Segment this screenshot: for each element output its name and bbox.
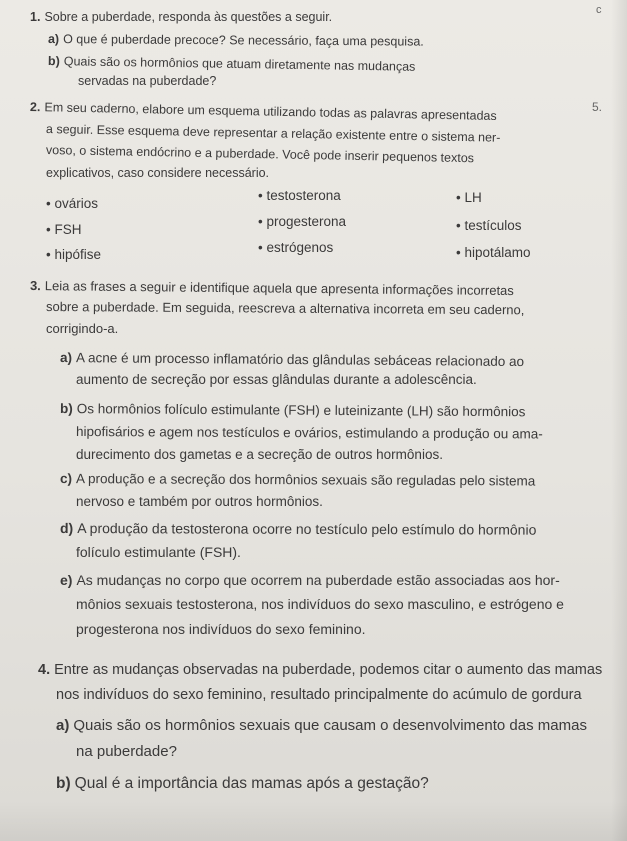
q3-e-text-l3: progesterona nos indivíduos do sexo feminino. [76,621,366,637]
q3-b-line2 [76,424,543,441]
q1-a-label: a) [47,32,60,47]
q4-text-l1: Entre as mudanças observadas na puberdade, podemos citar o aumento das mamas [54,662,603,678]
q2-number: 2. [29,100,41,115]
q3-d-text-l1: A produção da testosterona ocorre no testículo pelo estímulo do hormônio [77,520,537,538]
q4-a-text-l1: Quais são os hormônios sexuais que causam o desenvolvimento das mamas [73,717,587,734]
q3-e-text-l2: mônios sexuais testosterona, nos indivíduos do sexo masculino, e estrógeno e [76,596,564,612]
q3-c-label: c) [59,471,73,487]
q2-line4 [46,166,269,180]
term-item: • FSH [46,222,82,237]
q3-a-text-l1: A acne é um processo inflamatório das glândulas sebáceas relacionado ao [75,350,525,370]
q1-text: Sobre a puberdade, responda às questões a seguir. [44,10,333,24]
q2-line1 [30,100,497,123]
margin-mark-mid: 5. [592,100,603,114]
q4-text-l2: nos indivíduos do sexo feminino, resultado principalmente do acúmulo de gordura [56,687,582,703]
q4-a-label: a) [56,717,70,734]
q4-a-line2 [76,743,177,760]
q4-b-label: b) [56,775,71,792]
q3-c-text-l2: nervoso e também por outros hormônios. [76,494,323,509]
q3-c-line2 [76,494,323,509]
q3-b-line1 [60,401,526,419]
term-item: • progesterona [258,214,347,229]
q4-a-line1 [56,717,587,734]
q1-b-text-l2: servadas na puberdade? [78,74,217,88]
q2-line2 [46,122,501,145]
q2-text-l3: voso, o sistema endócrino e a puberdade. Você pode inserir pequenos textos [45,143,475,166]
q3-e-label: e) [60,572,73,588]
q3-text-l3: corrigindo-a. [46,321,119,336]
q3-line2 [46,299,524,317]
q1-b-line2 [78,74,216,88]
q3-b-label: b) [59,401,73,417]
q3-text-l2: sobre a puberdade. Em seguida, reescreva a alternativa incorreta em seu caderno, [45,299,525,318]
q4-number: 4. [38,662,51,678]
q3-c-text-l1: A produção e a secreção dos hormônios sexuais são reguladas pelo sistema [75,471,536,489]
q3-line1 [30,278,514,298]
q1-a-text: O que é puberdade precoce? Se necessário, faça uma pesquisa. [63,32,424,49]
margin-mark-top: c [596,4,602,16]
q3-d-line2 [76,544,241,560]
q3-e-line2 [76,596,564,612]
q3-d-label: d) [59,520,74,537]
q3-a-line1 [60,350,524,369]
q3-c-line1 [60,471,535,488]
q1-line [30,10,332,24]
term-item: • ovários [46,196,98,211]
q4-line1 [38,662,602,678]
q1-b-label: b) [47,54,60,69]
q1-a [48,32,424,49]
q3-line3 [46,321,118,336]
q3-b-text-l2: hipofisários e agem nos testículos e ovários, estimulando a produção ou ama- [75,424,543,442]
q1-b-line1 [48,54,416,74]
q4-a-text-l2: na puberdade? [76,743,177,760]
q3-d-line1 [60,520,536,538]
q1-b-text-l1: Quais são os hormônios que atuam diretamente nas mudanças [63,54,416,74]
q3-e-text-l1: As mudanças no corpo que ocorrem na puberdade estão associadas aos hor- [76,572,560,588]
q2-line3 [46,143,474,165]
q2-text-l1: Em seu caderno, elabore um esquema utilizando todas as palavras apresentadas [44,100,497,123]
q3-a-text-l2: aumento de secreção por essas glândulas durante a adolescência. [76,372,477,387]
term-item: • LH [456,190,482,205]
term-item: • estrógenos [258,240,334,255]
q3-b-text-l1: Os hormônios folículo estimulante (FSH) e luteinizante (LH) são hormônios [76,401,526,420]
q4-b-text-l1: Qual é a importância das mamas após a gestação? [74,775,429,792]
q1-number: 1. [30,10,41,24]
q2-text-l2: a seguir. Esse esquema deve representar a relação existente entre o sistema ner- [45,122,501,145]
q3-d-text-l2: folículo estimulante (FSH). [76,544,241,560]
q4-line2 [56,687,582,703]
q3-a-label: a) [59,350,73,366]
q3-e-line1 [60,572,560,588]
q3-b-text-l3: durecimento dos gametas e a secreção de outros hormônios. [76,447,443,462]
term-item: • testosterona [258,188,341,203]
term-item: • testículos [456,218,522,233]
q3-a-line2 [76,372,477,387]
term-item: • hipófise [46,247,102,262]
page-bottom-shadow [0,801,627,841]
q3-number: 3. [29,278,41,294]
q3-e-line3 [76,621,366,637]
q2-text-l4: explicativos, caso considere necessário. [46,166,270,180]
page-edge-shadow [611,0,627,841]
q3-text-l1: Leia as frases a seguir e identifique aquela que apresenta informações incorretas [44,278,514,299]
term-item: • hipotálamo [456,245,531,260]
q4-b-line1 [56,775,429,793]
q3-b-line3 [76,447,443,462]
